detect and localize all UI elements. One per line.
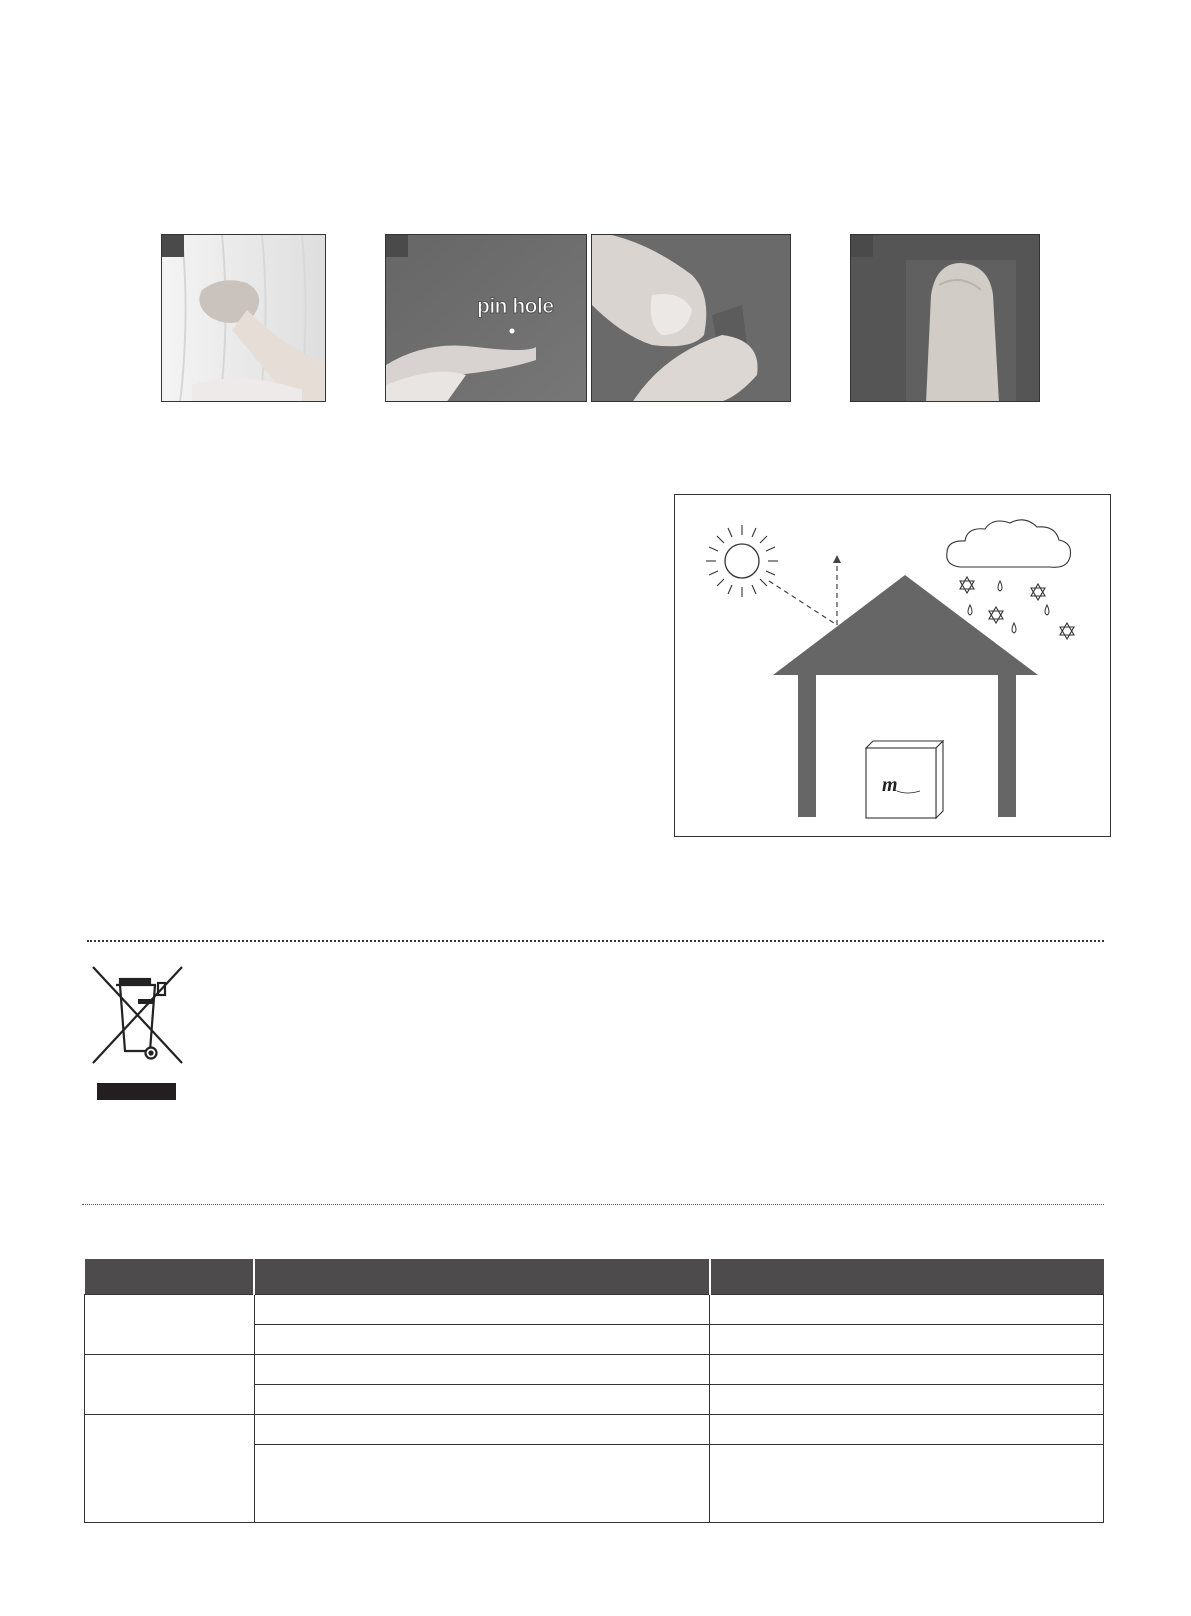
table-row (85, 1355, 1104, 1385)
step-tab (162, 235, 184, 257)
table-cell (85, 1295, 255, 1355)
step2-photo-right (591, 234, 791, 402)
table-cell (710, 1385, 1104, 1415)
step-tab (851, 235, 873, 257)
table-header-cell (254, 1259, 710, 1295)
step-tab (386, 235, 408, 257)
table-cell (254, 1385, 710, 1415)
step1-photo (161, 234, 326, 402)
weee-bar (97, 1083, 176, 1100)
section-divider (82, 1204, 1104, 1205)
table-cell (254, 1415, 710, 1445)
table-cell (254, 1355, 710, 1385)
table-cell (710, 1325, 1104, 1355)
table-cell (85, 1415, 255, 1523)
table-row (85, 1295, 1104, 1325)
table-cell (85, 1355, 255, 1415)
table-cell (710, 1445, 1104, 1523)
cleaning-cloth-photo-icon (162, 235, 326, 402)
placement-illustration (674, 494, 1111, 837)
step2-photo-left (385, 234, 587, 402)
table-cell (254, 1445, 710, 1523)
table-cell (254, 1325, 710, 1355)
table-header-cell (710, 1259, 1104, 1295)
press-thumb-photo-icon (851, 235, 1040, 402)
table-cell (254, 1295, 710, 1325)
crossed-out-bin-icon (90, 965, 185, 1065)
spec-table (84, 1259, 1104, 1523)
table-cell (710, 1295, 1104, 1325)
rain-icon (968, 581, 1049, 633)
table-cell (710, 1415, 1104, 1445)
step3-photo (850, 234, 1040, 402)
table-cell (710, 1355, 1104, 1385)
table-header-cell (85, 1259, 255, 1295)
unit-box-icon (866, 741, 943, 818)
table-header-row (85, 1259, 1104, 1295)
cloud-icon (947, 520, 1071, 567)
unit-logo: m (882, 774, 898, 796)
peel-backing-photo-icon (592, 235, 791, 402)
pin-hole-label: pin hole (477, 295, 554, 318)
table-row (85, 1415, 1104, 1445)
sun-icon (706, 525, 778, 597)
section-divider (87, 940, 1104, 942)
